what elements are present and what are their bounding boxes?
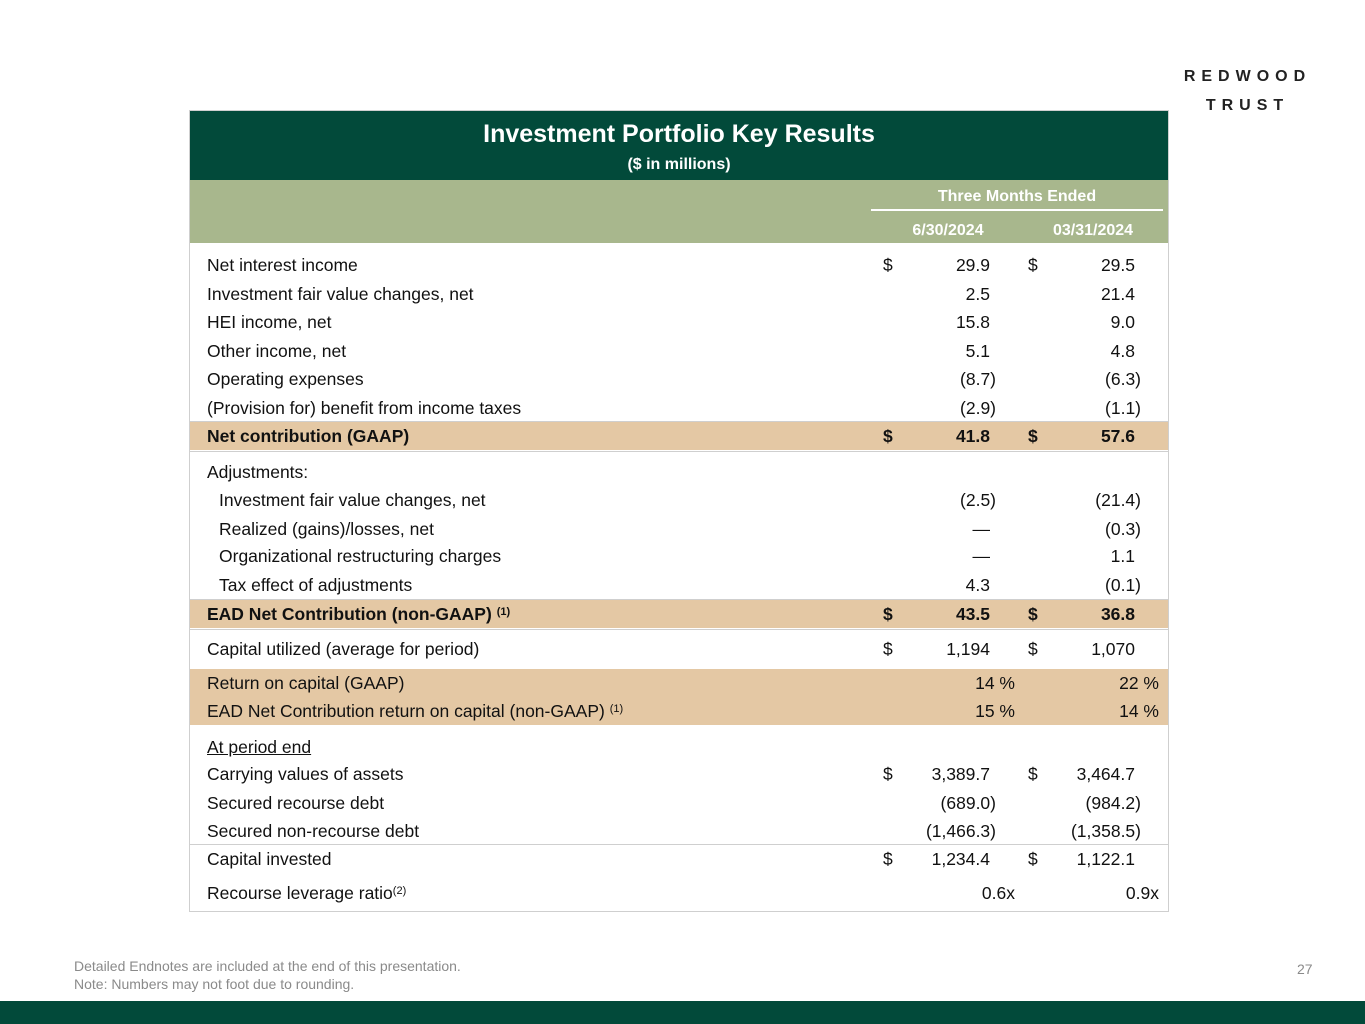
table-row	[190, 879, 1168, 907]
value-q1: (0.3)	[1105, 519, 1141, 539]
dollar-sign: $	[883, 604, 893, 624]
row-label: Recourse leverage ratio$^{(2)}$	[207, 883, 407, 903]
section-heading	[190, 733, 1168, 761]
value-q2: 14 %	[975, 673, 1015, 693]
value-q2: (2.5)	[960, 490, 996, 510]
value-q1: (21.4)	[1095, 490, 1141, 510]
dollar-sign: $	[883, 255, 893, 275]
value-q1: 21.4	[1100, 284, 1135, 304]
table-subtitle: ($ in millions)	[627, 156, 731, 173]
footer-bar	[0, 1001, 1365, 1024]
footnote-ref: (1)	[496, 606, 511, 618]
logo-line-2: TRUST	[1205, 97, 1290, 114]
value-q1: (6.3)	[1105, 369, 1141, 389]
redwood-trust-logo	[1160, 62, 1335, 120]
key-results-table	[189, 110, 1169, 912]
value-q2: 15 %	[975, 701, 1015, 721]
footnote	[74, 957, 461, 993]
value-q2: 0.6x	[981, 883, 1015, 903]
value-q2: 3,389.7	[931, 764, 990, 784]
dollar-sign: $	[1028, 764, 1038, 784]
row-label: Investment fair value changes, net	[207, 284, 474, 304]
row-label: Carrying values of assets	[207, 764, 404, 784]
row-label: HEI income, net	[207, 312, 332, 332]
table-title-band	[190, 111, 1168, 180]
row-label: Secured recourse debt	[207, 793, 385, 813]
row-label: Organizational restructuring charges	[219, 546, 502, 566]
dollar-sign: $	[1028, 604, 1038, 624]
table-row	[190, 280, 1168, 308]
value-q1: (984.2)	[1085, 793, 1141, 813]
footnote-ref: (2)	[392, 885, 407, 897]
column-header-q1-2024: 03/31/2024	[1052, 222, 1134, 239]
table-row	[190, 394, 1168, 422]
rounding-note: Note: Numbers may not foot due to rounding.	[74, 976, 355, 992]
value-q2: (1,466.3)	[925, 821, 996, 841]
value-q1: (0.1)	[1105, 575, 1141, 595]
value-q2: —	[972, 546, 990, 566]
value-q1: 1.1	[1110, 546, 1135, 566]
value-q2: 1,194	[946, 639, 990, 659]
value-q1: 57.6	[1100, 426, 1135, 446]
dollar-sign: $	[1028, 255, 1038, 275]
row-label: EAD Net Contribution return on capital (non-GAAP) $^{(1)}$	[207, 701, 624, 721]
value-q2: 41.8	[955, 426, 990, 446]
dollar-sign: $	[883, 849, 893, 869]
table-row	[190, 515, 1168, 543]
value-q2: —	[972, 519, 990, 539]
table-row	[190, 365, 1168, 393]
subtotal-row	[190, 422, 1168, 450]
value-q1: 3,464.7	[1076, 764, 1135, 784]
row-label: At period end	[207, 737, 312, 757]
value-q2: 4.3	[965, 575, 990, 595]
value-q2: 43.5	[955, 604, 990, 624]
value-q2: 2.5	[965, 284, 990, 304]
endnotes-note: Detailed Endnotes are included at the end of this presentation.	[74, 958, 461, 974]
table-row	[190, 571, 1168, 599]
value-q1: (1.1)	[1105, 398, 1141, 418]
value-q1: 9.0	[1110, 312, 1135, 332]
value-q2: (8.7)	[960, 369, 996, 389]
period-underline	[871, 209, 1163, 211]
column-header-q2-2024: 6/30/2024	[912, 222, 984, 239]
period-label: Three Months Ended	[937, 188, 1097, 205]
value-q1: (1,358.5)	[1070, 821, 1141, 841]
dollar-sign: $	[1028, 639, 1038, 659]
dollar-sign: $	[1028, 426, 1038, 446]
row-label: Capital utilized (average for period)	[207, 639, 480, 659]
value-q2: (689.0)	[940, 793, 996, 813]
value-q1: 1,070	[1091, 639, 1135, 659]
value-q1: 1,122.1	[1076, 849, 1135, 869]
row-label: Net interest income	[207, 255, 358, 275]
row-label: Investment fair value changes, net	[219, 490, 486, 510]
dollar-sign: $	[883, 639, 893, 659]
table-row	[190, 486, 1168, 514]
dollar-sign: $	[1028, 849, 1038, 869]
table-row	[190, 337, 1168, 365]
row-label: Net contribution (GAAP)	[207, 426, 410, 446]
row-label: (Provision for) benefit from income taxes	[207, 398, 522, 418]
footnote-ref: (1)	[609, 703, 624, 715]
row-label: Return on capital (GAAP)	[207, 673, 405, 693]
value-q1: 0.9x	[1125, 883, 1159, 903]
value-q2: 1,234.4	[931, 849, 990, 869]
page-number: 27	[1297, 961, 1313, 977]
value-q2: (2.9)	[960, 398, 996, 418]
value-q2: 29.9	[955, 255, 990, 275]
row-label: Operating expenses	[207, 369, 364, 389]
table-row	[190, 308, 1168, 336]
table-row	[190, 845, 1168, 873]
table-title: Investment Portfolio Key Results	[483, 120, 875, 148]
table-row	[190, 789, 1168, 817]
column-header-band	[190, 180, 1168, 243]
row-label: Secured non-recourse debt	[207, 821, 420, 841]
row-label: EAD Net Contribution (non-GAAP) $^{(1)}$	[207, 604, 511, 624]
table-row	[190, 669, 1168, 697]
value-q1: 29.5	[1100, 255, 1135, 275]
row-label: Other income, net	[207, 341, 347, 361]
subtotal-row	[190, 600, 1168, 628]
value-q1: 4.8	[1110, 341, 1135, 361]
section-heading	[190, 458, 1168, 486]
row-label: Realized (gains)/losses, net	[219, 519, 434, 539]
dollar-sign: $	[883, 764, 893, 784]
row-label: Adjustments:	[207, 462, 309, 482]
row-label: Tax effect of adjustments	[219, 575, 413, 595]
logo-line-1: REDWOOD	[1183, 68, 1312, 85]
table-row	[190, 697, 1168, 725]
table-row	[190, 817, 1168, 845]
table-row	[190, 542, 1168, 570]
row-label: Capital invested	[207, 849, 332, 869]
dollar-sign: $	[883, 426, 893, 446]
row-divider	[190, 451, 1168, 452]
table-row	[190, 760, 1168, 788]
value-q1: 14 %	[1119, 701, 1159, 721]
value-q2: 5.1	[965, 341, 990, 361]
value-q2: 15.8	[955, 312, 990, 332]
row-divider	[190, 629, 1168, 630]
table-row	[190, 635, 1168, 663]
value-q1: 36.8	[1100, 604, 1135, 624]
value-q1: 22 %	[1119, 673, 1159, 693]
table-row	[190, 251, 1168, 279]
